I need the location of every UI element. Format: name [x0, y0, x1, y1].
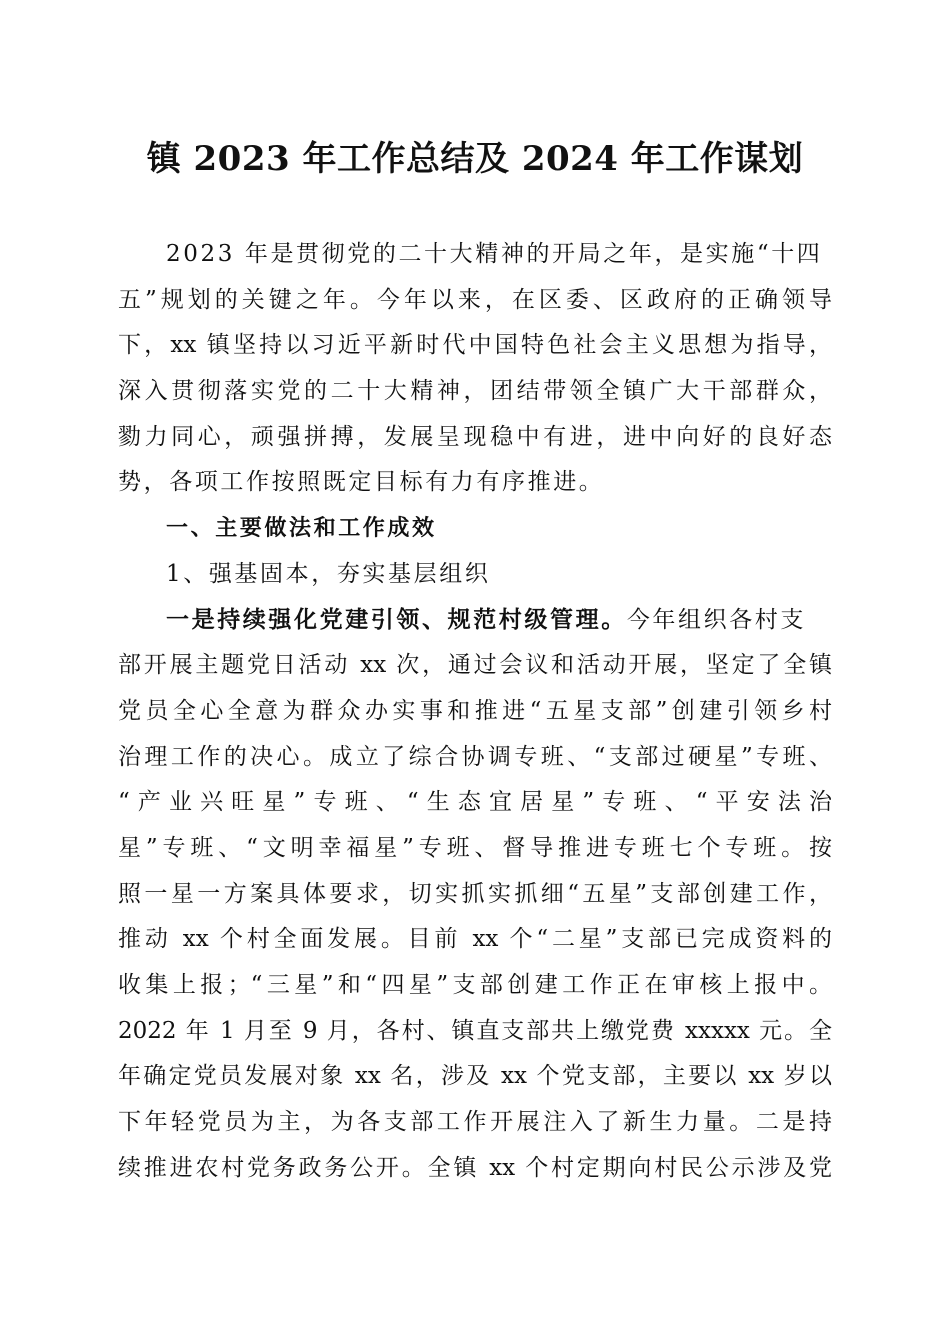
intro-line-2: 五”规划的关键之年。今年以来，在区委、区政府的正确领导: [118, 286, 832, 313]
para1-line-12: 下年轻党员为主，为各支部工作开展注入了新生力量。二是持: [118, 1109, 832, 1136]
para1-first-line: [118, 598, 832, 644]
para1-lead-rest: 今年组织各村支: [626, 606, 807, 633]
para1-line-2: 部开展主题党日活动 xx 次，通过会议和活动开展，坚定了全镇: [118, 652, 832, 679]
para1-line-4: 治理工作的决心。成立了综合协调专班、“支部过硬星”专班、: [118, 743, 832, 770]
subsection-heading: 1、强基固本，夯实基层组织: [166, 560, 491, 587]
intro-line-3: 下，xx 镇坚持以习近平新时代中国特色社会主义思想为指导，: [118, 332, 832, 359]
para1-line-5: “产业兴旺星”专班、“生态宜居星”专班、“平安法治: [118, 789, 832, 816]
intro-line-4: 深入贯彻落实党的二十大精神，团结带领全镇广大干部群众，: [118, 378, 832, 405]
para1-line-11: 年确定党员发展对象 xx 名，涉及 xx 个党支部，主要以 xx 岁以: [118, 1063, 832, 1090]
para1-line-13: 续推进农村党务政务公开。全镇 xx 个村定期向村民公示涉及党: [118, 1154, 832, 1181]
intro-line-1: 2023 年是贯彻党的二十大精神的开局之年，是实施“十四: [166, 241, 823, 267]
para1-line-10: 2022 年 1 月至 9 月，各村、镇直支部共上缴党费 xxxxx 元。全: [118, 1017, 832, 1044]
document-body: [118, 232, 832, 1191]
para1-lead: 一是持续强化党建引领、规范村级管理。: [166, 606, 627, 633]
section-heading: 一、主要做法和工作成效: [166, 516, 437, 542]
para1-line-3: 党员全心全意为群众办实事和推进“五星支部”创建引领乡村: [118, 697, 832, 724]
para1-line-9: 收集上报；“三星”和“四星”支部创建工作正在审核上报中。: [118, 972, 832, 998]
document-title: 镇 2023 年工作总结及 2024 年工作谋划: [146, 139, 804, 179]
para1-line-7: 照一星一方案具体要求，切实抓实抓细“五星”支部创建工作，: [118, 880, 832, 907]
intro-line-5: 勠力同心，顽强拼搏，发展呈现稳中有进，进中向好的良好态: [118, 423, 832, 450]
para1-line-6: 星”专班、“文明幸福星”专班、督导推进专班七个专班。按: [118, 834, 832, 861]
intro-line-6: 势，各项工作按照既定目标有力有序推进。: [118, 469, 605, 496]
para1-line-8: 推动 xx 个村全面发展。目前 xx 个“二星”支部已完成资料的: [118, 926, 832, 953]
